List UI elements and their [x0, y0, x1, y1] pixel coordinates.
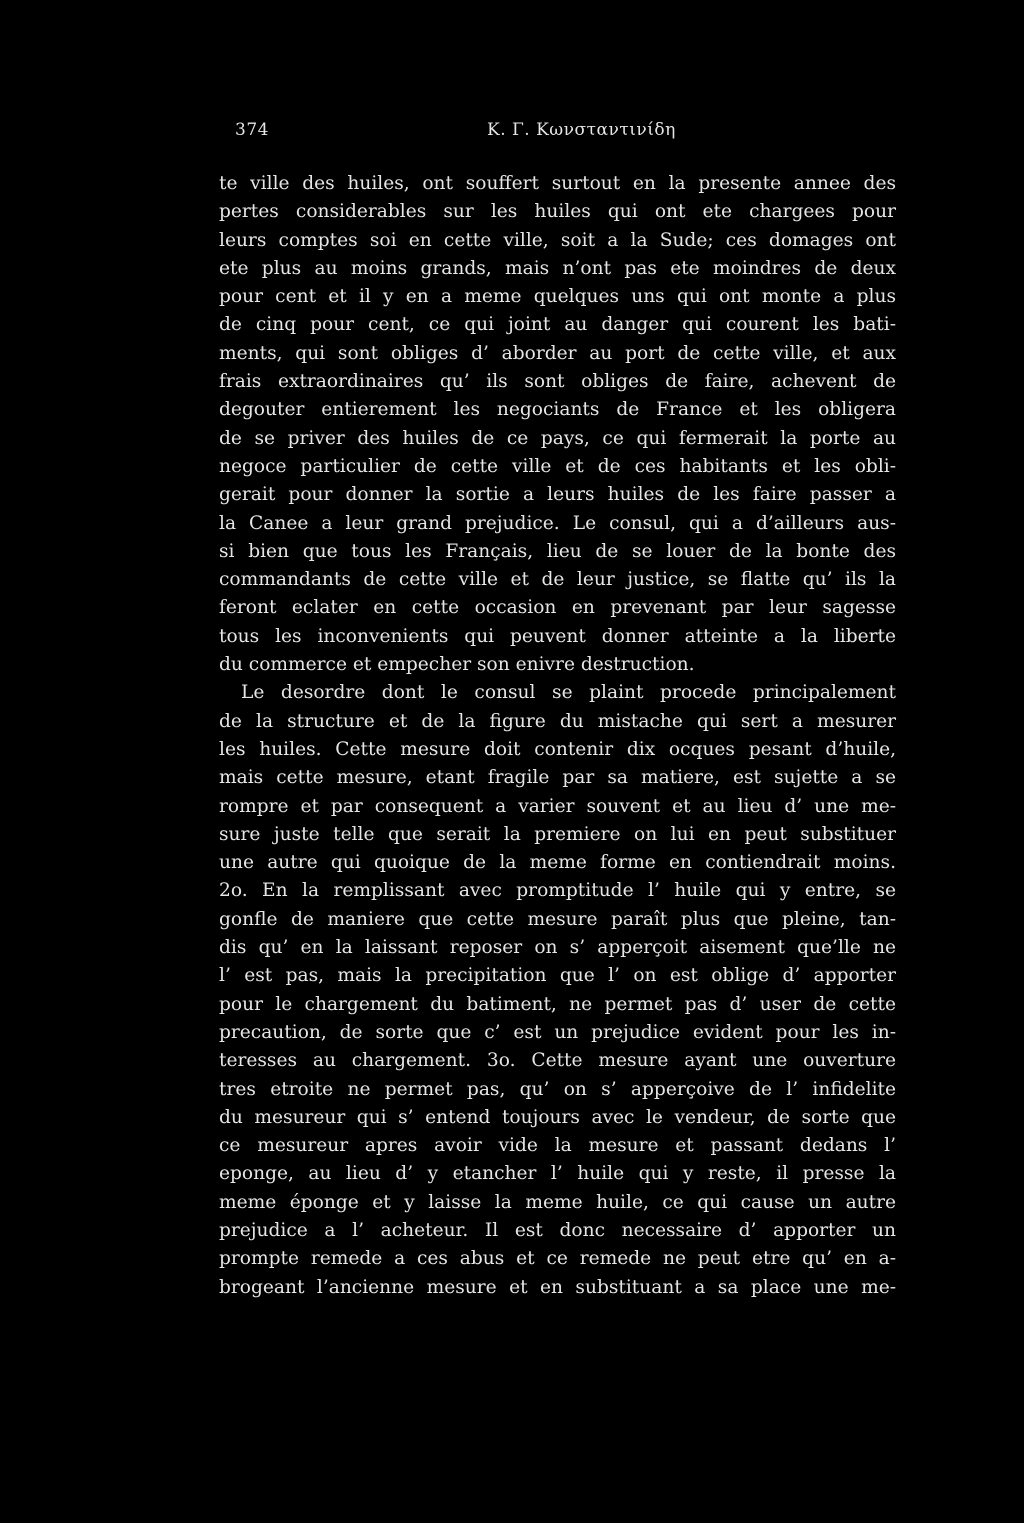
text-line: feront eclater en cette occasion en prevenant par leur sagesse [219, 597, 896, 619]
text-line: teresses au chargement. 3o. Cette mesure ayant une ouverture [219, 1050, 896, 1072]
text-line: pertes considerables sur les huiles qui ont ete chargees pour [219, 201, 896, 223]
text-line: si bien que tous les Français, lieu de se louer de la bonte des [219, 540, 896, 562]
running-head: K. Γ. Κωνσταντινίδη [487, 120, 676, 140]
text-line: de la structure et de la figure du mistache qui sert a mesurer [219, 710, 896, 732]
text-line: les huiles. Cette mesure doit contenir dix ocques pesant d’huile, [219, 738, 896, 760]
text-line: la Canee a leur grand prejudice. Le consul, qui a d’ailleurs aus- [219, 512, 896, 534]
page-number: 374 [235, 120, 269, 140]
text-line: precaution, de sorte que c’ est un prejudice evident pour les in- [219, 1021, 896, 1043]
text-line: brogeant l’ancienne mesure et en substituant a sa place une me- [219, 1276, 896, 1298]
text-line: pour cent et il y en a meme quelques uns qui ont monte a plus [219, 286, 896, 308]
text-line: ments, qui sont obliges d’ aborder au port de cette ville, et aux [219, 342, 896, 364]
text-line: l’ est pas, mais la precipitation que l’ on est oblige d’ apporter [219, 965, 896, 987]
text-line: leurs comptes soi en cette ville, soit a la Sude; ces domages ont [219, 229, 896, 251]
text-line: ete plus au moins grands, mais n’ont pas ete moindres de deux [219, 257, 896, 279]
text-line: degouter entierement les negociants de France et les obligera [219, 399, 896, 421]
text-line: gonfle de maniere que cette mesure paraît plus que pleine, tan- [219, 908, 896, 930]
text-line: prejudice a l’ acheteur. Il est donc necessaire d’ apporter un [219, 1219, 896, 1241]
text-line: ce mesureur apres avoir vide la mesure et passant dedans l’ [219, 1135, 896, 1157]
text-line: tres etroite ne permet pas, qu’ on s’ apperçoive de l’ infidelite [219, 1078, 896, 1100]
text-line: Le desordre dont le consul se plaint procede principalement [241, 682, 896, 704]
text-line: negoce particulier de cette ville et de ces habitants et les obli- [219, 455, 896, 477]
text-line: dis qu’ en la laissant reposer on s’ apperçoit aisement que’lle ne [219, 937, 896, 959]
text-line: prompte remede a ces abus et ce remede ne peut etre qu’ en a- [219, 1248, 896, 1270]
text-line: mais cette mesure, etant fragile par sa matiere, est sujette a se [219, 767, 896, 789]
page-header [235, 120, 895, 150]
text-line: rompre et par consequent a varier souvent et au lieu d’ une me- [219, 795, 896, 817]
text-line: meme éponge et y laisse la meme huile, ce qui cause un autre [219, 1191, 896, 1213]
text-line: te ville des huiles, ont souffert surtout en la presente annee des [219, 173, 896, 194]
text-line: une autre qui quoique de la meme forme en contiendrait moins. [219, 852, 896, 874]
body-text [219, 170, 896, 1302]
text-line: frais extraordinaires qu’ ils sont obliges de faire, achevent de [219, 371, 896, 393]
text-line: du commerce et empecher son enivre destruction. [219, 654, 695, 676]
text-line: commandants de cette ville et de leur justice, se flatte qu’ ils la [219, 569, 896, 591]
text-line: sure juste telle que serait la premiere on lui en peut substituer [219, 823, 896, 845]
text-line: eponge, au lieu d’ y etancher l’ huile qui y reste, il presse la [219, 1163, 896, 1185]
text-line: tous les inconvenients qui peuvent donner atteinte a la liberte [219, 625, 896, 647]
text-line: pour le chargement du batiment, ne permet pas d’ user de cette [219, 993, 896, 1015]
text-line: gerait pour donner la sortie a leurs huiles de les faire passer a [219, 484, 896, 506]
text-line: du mesureur qui s’ entend toujours avec le vendeur, de sorte que [219, 1106, 896, 1128]
text-line: de cinq pour cent, ce qui joint au danger qui courent les bati- [219, 314, 896, 336]
text-line: de se priver des huiles de ce pays, ce qui fermerait la porte au [219, 427, 896, 449]
text-line: 2o. En la remplissant avec promptitude l’ huile qui y entre, se [219, 880, 896, 902]
